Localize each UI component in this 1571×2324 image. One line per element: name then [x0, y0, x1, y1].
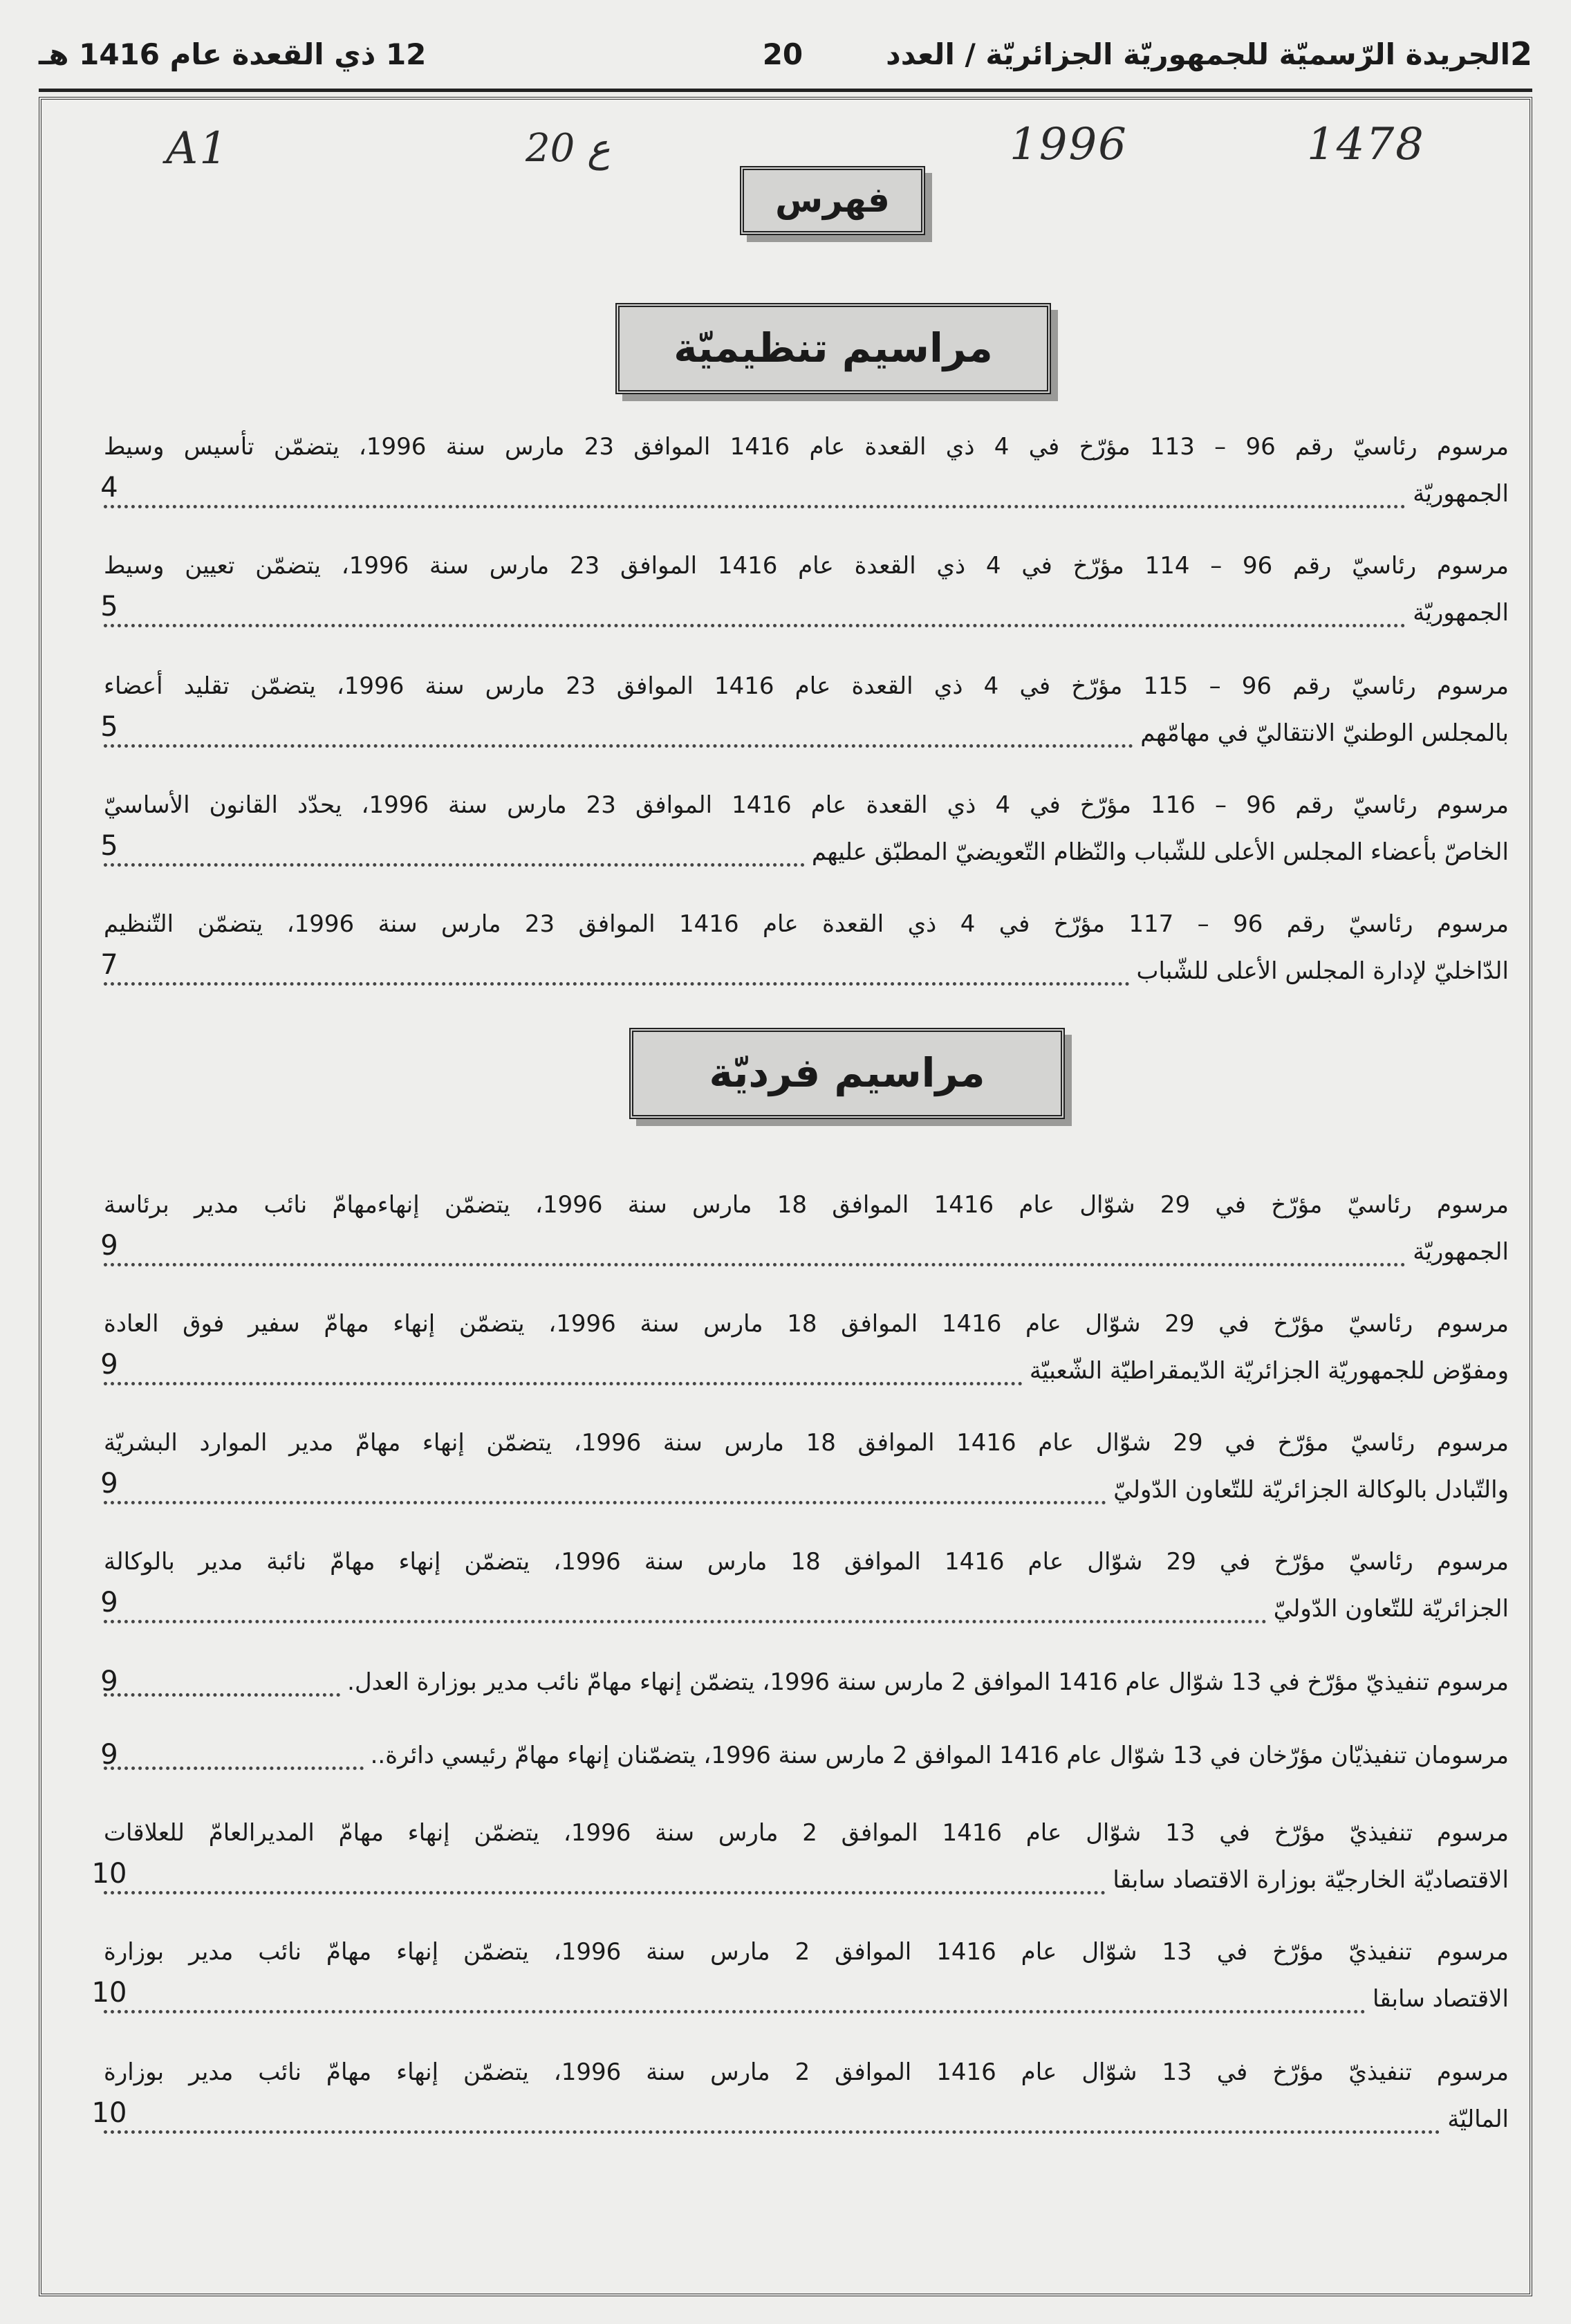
- toc-entry: [104, 1538, 1509, 1632]
- entry-line-1: [104, 1659, 1509, 1706]
- entry-text: الماليّة: [1447, 2105, 1509, 2133]
- toc-entry: [104, 1181, 1509, 1275]
- entry-text: الدّاخليّ لإدارة المجلس الأعلى للشّباب: [1136, 957, 1509, 985]
- issue-number: 20: [762, 37, 803, 71]
- page-number: 2: [1509, 35, 1532, 73]
- entry-page-number: 5: [100, 711, 118, 743]
- hijri-date: 12 ذي القعدة عام 1416 هـ: [39, 37, 427, 71]
- toc-entry: [104, 1809, 1509, 1903]
- gazette-title: الجريدة الرّسميّة للجمهوريّة الجزائريّة / العدد: [886, 37, 1510, 71]
- entry-line-2: [104, 710, 1509, 757]
- toc-entry: [104, 542, 1509, 636]
- entry-page-number: 9: [100, 1468, 118, 1500]
- dot-leader: [104, 1493, 1106, 1504]
- dot-leader: [104, 1255, 1406, 1266]
- entry-line-1: [104, 1732, 1509, 1779]
- handwritten-note-year: 1996: [1010, 119, 1128, 170]
- entry-line-2: [104, 1347, 1509, 1394]
- entry-page-number: 9: [100, 1587, 118, 1618]
- entry-page-number: 9: [100, 1349, 118, 1381]
- dot-leader: [104, 1612, 1267, 1623]
- entry-line-2: [104, 1856, 1509, 1903]
- entry-text: الجمهوريّة: [1413, 480, 1509, 508]
- entry-page-number: 10: [91, 1977, 127, 2009]
- entry-line-2: [104, 1466, 1509, 1513]
- entry-page-number: 10: [91, 2097, 127, 2129]
- entry-text: بالمجلس الوطنيّ الانتقاليّ في مهامّهم: [1140, 719, 1509, 747]
- handwritten-note-a1: A1: [166, 123, 229, 174]
- entry-line-1: مرسوم رئاسيّ مؤرّخ في 29 شوّال عام 1416 الموافق 18 مارس سنة 1996، يتضمّن إنهاء مهامّ نائبة مدير بالوكالة: [104, 1548, 1509, 1576]
- individual-decrees-heading: مراسيم فرديّة: [629, 1028, 1065, 1119]
- entry-line-2: [104, 589, 1509, 636]
- toc-entry: [104, 1419, 1509, 1513]
- entry-page-number: 5: [100, 591, 118, 622]
- dot-leader: [104, 616, 1406, 627]
- entry-text: مرسوم تنفيذيّ مؤرّخ في 13 شوّال عام 1416 الموافق 2 مارس سنة 1996، يتضمّن إنهاء مهامّ نائب مدير بوزارة العدل.: [347, 1668, 1509, 1696]
- entry-page-number: 10: [91, 1858, 127, 1890]
- dot-leader: [104, 1374, 1023, 1385]
- entry-page-number: 7: [100, 949, 118, 981]
- entry-page-number: 9: [100, 1666, 118, 1697]
- toc-heading: فهرس: [740, 166, 925, 235]
- toc-entry: [104, 663, 1509, 757]
- toc-entry: [104, 2049, 1509, 2143]
- entry-text: الجمهوريّة: [1413, 1238, 1509, 1266]
- toc-entry: [104, 423, 1509, 517]
- entry-line-2: [104, 2096, 1509, 2143]
- toc-entry: [104, 782, 1509, 876]
- toc-entry: [104, 1300, 1509, 1394]
- dot-leader: [104, 2122, 1440, 2134]
- entry-line-2: [104, 1585, 1509, 1632]
- toc-entry: [104, 1732, 1509, 1779]
- regulatory-decrees-heading: مراسيم تنظيميّة: [615, 303, 1051, 394]
- entry-line-2: [104, 1228, 1509, 1275]
- toc-entry: [104, 1659, 1509, 1706]
- page-header: [39, 19, 1532, 92]
- dot-leader: [104, 2002, 1366, 2013]
- entry-page-number: 9: [100, 1230, 118, 1262]
- dot-leader: [104, 497, 1406, 508]
- entry-text: مرسومان تنفيذيّان مؤرّخان في 13 شوّال عام 1416 الموافق 2 مارس سنة 1996، يتضمّنان إنهاء مهامّ رئيسي دائرة..: [370, 1742, 1509, 1769]
- entry-text: ومفوّض للجمهوريّة الجزائريّة الدّيمقراطيّة الشّعبيّة: [1029, 1357, 1509, 1385]
- entry-line-1: مرسوم رئاسيّ رقم 96 – 117 مؤرّخ في 4 ذي القعدة عام 1416 الموافق 23 مارس سنة 1996، يتضمّن التّنظيم: [104, 910, 1509, 938]
- handwritten-note-number: 1478: [1307, 119, 1425, 170]
- entry-line-1: مرسوم تنفيذيّ مؤرّخ في 13 شوّال عام 1416 الموافق 2 مارس سنة 1996، يتضمّن إنهاء مهامّ المديرالعامّ للعلاقات: [104, 1819, 1509, 1847]
- entry-line-2: [104, 948, 1509, 995]
- entry-text: الاقتصاديّة الخارجيّة بوزارة الاقتصاد سابقا: [1113, 1866, 1509, 1894]
- dot-leader: [104, 1758, 364, 1770]
- dot-leader: [104, 1685, 340, 1697]
- handwritten-note-issue: 20 ع: [526, 126, 611, 171]
- dot-leader: [104, 974, 1130, 986]
- entry-line-1: مرسوم رئاسيّ رقم 96 – 115 مؤرّخ في 4 ذي القعدة عام 1416 الموافق 23 مارس سنة 1996، يتضمّن تقليد أعضاء: [104, 672, 1509, 700]
- entry-text: والتّبادل بالوكالة الجزائريّة للتّعاون الدّوليّ: [1113, 1476, 1509, 1504]
- entry-page-number: 4: [100, 472, 118, 504]
- toc-entry: [104, 901, 1509, 995]
- entry-text: الاقتصاد سابقا: [1372, 1985, 1509, 2013]
- entry-line-1: مرسوم تنفيذيّ مؤرّخ في 13 شوّال عام 1416 الموافق 2 مارس سنة 1996، يتضمّن إنهاء مهامّ نائب مدير بوزارة: [104, 2058, 1509, 2086]
- entry-line-1: مرسوم رئاسيّ مؤرّخ في 29 شوّال عام 1416 الموافق 18 مارس سنة 1996، يتضمّن إنهاء مهامّ مدير الموارد البشريّة: [104, 1429, 1509, 1457]
- entry-line-1: مرسوم رئاسيّ رقم 96 – 114 مؤرّخ في 4 ذي القعدة عام 1416 الموافق 23 مارس سنة 1996، يتضمّن تعيين وسيط: [104, 552, 1509, 580]
- entry-line-1: مرسوم رئاسيّ مؤرّخ في 29 شوّال عام 1416 الموافق 18 مارس سنة 1996، يتضمّن إنهاءمهامّ نائب مدير برئاسة: [104, 1191, 1509, 1219]
- dot-leader: [104, 855, 805, 867]
- entry-text: الجمهوريّة: [1413, 599, 1509, 627]
- dot-leader: [104, 736, 1133, 748]
- dot-leader: [104, 1883, 1106, 1894]
- entry-page-number: 9: [100, 1739, 118, 1771]
- entry-text: الجزائريّة للتّعاون الدّوليّ: [1273, 1595, 1509, 1623]
- entry-line-1: مرسوم رئاسيّ رقم 96 – 113 مؤرّخ في 4 ذي القعدة عام 1416 الموافق 23 مارس سنة 1996، يتضمّن تأسيس وسيط: [104, 433, 1509, 461]
- entry-line-2: [104, 1975, 1509, 2022]
- entry-text: الخاصّ بأعضاء المجلس الأعلى للشّباب والنّظام التّعويضيّ المطبّق عليهم: [811, 838, 1509, 866]
- entry-page-number: 5: [100, 830, 118, 862]
- entry-line-2: [104, 470, 1509, 517]
- entry-line-1: مرسوم تنفيذيّ مؤرّخ في 13 شوّال عام 1416 الموافق 2 مارس سنة 1996، يتضمّن إنهاء مهامّ نائب مدير بوزارة: [104, 1938, 1509, 1966]
- entry-line-1: مرسوم رئاسيّ رقم 96 – 116 مؤرّخ في 4 ذي القعدة عام 1416 الموافق 23 مارس سنة 1996، يحدّد القانون الأساسيّ: [104, 791, 1509, 819]
- toc-entry: [104, 1928, 1509, 2022]
- entry-line-2: [104, 829, 1509, 876]
- entry-line-1: مرسوم رئاسيّ مؤرّخ في 29 شوّال عام 1416 الموافق 18 مارس سنة 1996، يتضمّن إنهاء مهامّ سفير فوق العادة: [104, 1310, 1509, 1338]
